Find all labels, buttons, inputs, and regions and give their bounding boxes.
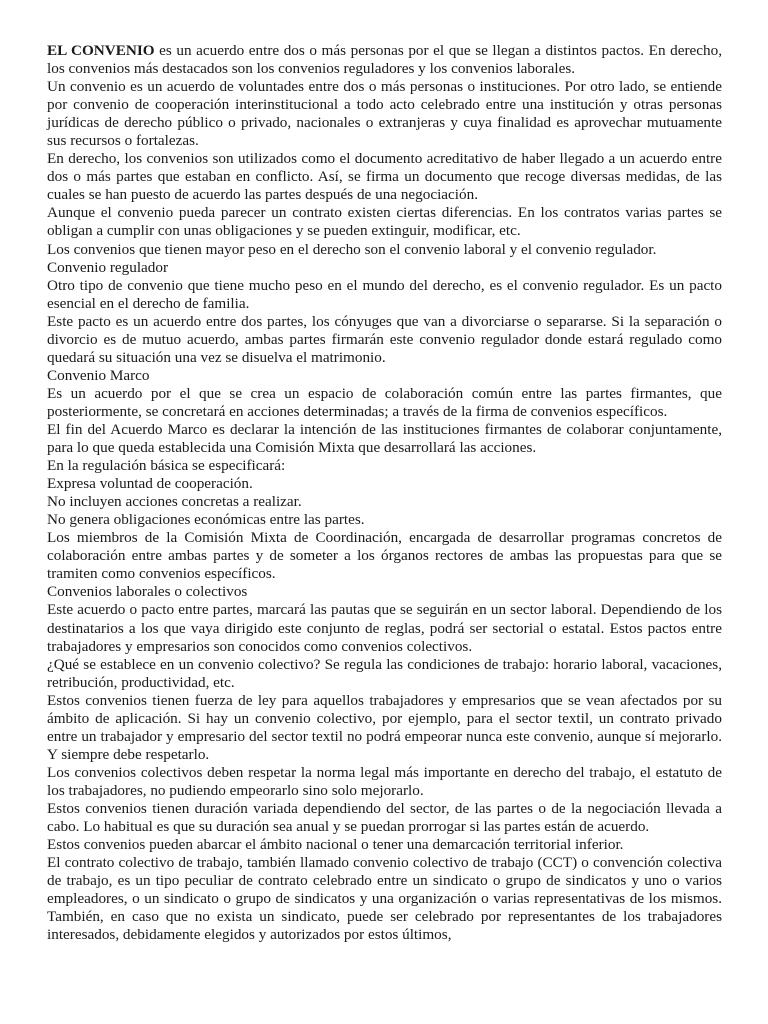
document-title: EL CONVENIO — [47, 42, 155, 59]
paragraph: Un convenio es un acuerdo de voluntades entre dos o más personas o instituciones. Por otro lado, se entiende por convenio de cooperación interinstitucional a todo acto celebrado entre una institución y otras personas jurídicas de derecho público o privado, nacionales o extranjeras y cuya finalidad es aprovechar mutuamente sus recursos o fortalezas. — [47, 78, 722, 150]
paragraph: Estos convenios tienen duración variada dependiendo del sector, de las partes o de la negociación llevada a cabo. Lo habitual es que su duración sea anual y se puedan prorrogar si las partes están de acuerdo. — [47, 799, 722, 836]
list-item: Expresa voluntad de cooperación. — [47, 475, 253, 493]
paragraph: Estos convenios tienen fuerza de ley para aquellos trabajadores y empresarios que se vean afectados por su ámbito de aplicación. Si hay un convenio colectivo, por ejemplo, para el sector textil, un contrato privado entre un trabajador y empresario del sector textil no podrá empeorar nunca este convenio, aunque sí mejorarlo. Y siempre debe respetarlo. — [47, 691, 722, 763]
list-item: No genera obligaciones económicas entre las partes. — [47, 511, 365, 529]
section-heading-convenio-marco: Convenio Marco — [47, 366, 150, 384]
paragraph: En la regulación básica se especificará: — [47, 457, 286, 475]
paragraph: Otro tipo de convenio que tiene mucho peso en el mundo del derecho, es el convenio regulador. Es un pacto esencial en el derecho de familia. — [47, 276, 722, 312]
paragraph: Los miembros de la Comisión Mixta de Coordinación, encargada de desarrollar programas concretos de colaboración entre ambas partes y de someter a los órganos rectores de ambas las propuestas para que se tramiten como convenios específicos. — [47, 529, 722, 583]
paragraph: Este pacto es un acuerdo entre dos partes, los cónyuges que van a divorciarse o separarse. Si la separación o divorcio es de mutuo acuerdo, ambas partes firmarán este convenio regulador donde estará regulado como quedará su situación una vez se disuelva el matrimonio. — [47, 312, 722, 366]
paragraph: ¿Qué se establece en un convenio colectivo? Se regula las condiciones de trabajo: horario laboral, vacaciones, retribución, productividad, etc. — [47, 655, 722, 691]
paragraph: Los convenios que tienen mayor peso en el derecho son el convenio laboral y el convenio regulador. — [47, 240, 657, 258]
intro-paragraph — [47, 42, 722, 78]
paragraph: Es un acuerdo por el que se crea un espacio de colaboración común entre las partes firmantes, que posteriormente, se concretará en acciones determinadas; a través de la firma de convenios específicos. — [47, 384, 722, 420]
section-heading-convenios-laborales: Convenios laborales o colectivos — [47, 583, 248, 601]
paragraph: El contrato colectivo de trabajo, también llamado convenio colectivo de trabajo (CCT) o convención colectiva de trabajo, es un tipo peculiar de contrato celebrado entre un sindicato o grupo de sindicatos y uno o varios empleadores, o un sindicato o grupo de sindicatos y una organización o varias representativas de los mismos. También, en caso que no exista un sindicato, puede ser celebrado por representantes de los trabajadores interesados, debidamente elegidos y autorizados por estos últimos, — [47, 854, 722, 944]
section-heading-convenio-regulador: Convenio regulador — [47, 258, 169, 276]
paragraph: Aunque el convenio pueda parecer un contrato existen ciertas diferencias. En los contratos varias partes se obligan a cumplir con unas obligaciones y se pueden extinguir, modificar, etc. — [47, 204, 722, 240]
list-item: No incluyen acciones concretas a realizar. — [47, 493, 302, 511]
paragraph: Este acuerdo o pacto entre partes, marcará las pautas que se seguirán en un sector laboral. Dependiendo de los destinatarios a los que vaya dirigido este conjunto de reglas, podrá ser sectorial o estatal. Estos pactos entre trabajadores y empresarios son conocidos como convenios colectivos. — [47, 601, 722, 655]
paragraph: En derecho, los convenios son utilizados como el documento acreditativo de haber llegado a un acuerdo entre dos o más partes que estaban en conflicto. Así, se firma un documento que recoge diversas medidas, de las cuales se han puesto de acuerdo las partes después de una negociación. — [47, 150, 722, 204]
paragraph: Los convenios colectivos deben respetar la norma legal más importante en derecho del trabajo, el estatuto de los trabajadores, no pudiendo empeorarlo sino solo mejorarlo. — [47, 763, 722, 799]
paragraph: Estos convenios pueden abarcar el ámbito nacional o tener una demarcación territorial inferior. — [47, 836, 624, 854]
intro-text: es un acuerdo entre dos o más personas por el que se llegan a distintos pactos. En derecho, los convenios más destacados son los convenios reguladores y los convenios laborales. — [47, 42, 722, 78]
paragraph: El fin del Acuerdo Marco es declarar la intención de las instituciones firmantes de colaborar conjuntamente, para lo que queda establecida una Comisión Mixta que desarrollará las acciones. — [47, 420, 722, 457]
document-page — [47, 42, 722, 944]
